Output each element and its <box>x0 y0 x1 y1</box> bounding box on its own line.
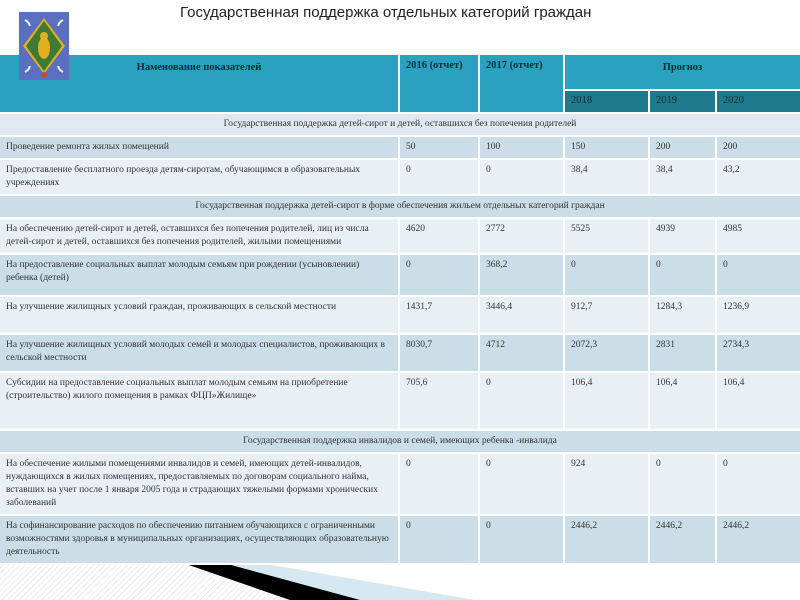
row-name: Проведение ремонта жилых помещений <box>0 137 400 160</box>
value-2018: 38,4 <box>565 160 650 196</box>
header-2019: 2019 <box>650 91 717 114</box>
value-2017: 0 <box>480 454 565 516</box>
section-title: Государственная поддержка детей-сирот в форме обеспечения жильем отдельных категорий граждан <box>0 196 800 219</box>
row-name: На обеспечение жилыми помещениями инвалидов и семей, имеющих детей-инвалидов, нуждающихся в жилых помещениях, предоставляемых по договорам социального найма, вставших на учет после 1 января 2005 года и страдающих тяжелыми формами хронических заболеваний <box>0 454 400 516</box>
section-row <box>0 431 800 454</box>
value-2020: 106,4 <box>717 373 800 431</box>
section-row <box>0 196 800 219</box>
value-2017: 368,2 <box>480 255 565 297</box>
header-2016: 2016 (отчет) <box>400 55 480 114</box>
value-2016: 8030,7 <box>400 335 480 373</box>
value-2019: 0 <box>650 454 717 516</box>
value-2017: 100 <box>480 137 565 160</box>
value-2018: 0 <box>565 255 650 297</box>
value-2017: 0 <box>480 373 565 431</box>
value-2016: 0 <box>400 516 480 565</box>
value-2016: 705,6 <box>400 373 480 431</box>
header-2017: 2017 (отчет) <box>480 55 565 114</box>
row-name: На обеспечению детей-сирот и детей, оставшихся без попечения родителей, лиц из числа детей-сирот и детей, оставшихся без попечения родителей, жилыми помещениями <box>0 219 400 255</box>
row-name: На улучшение жилищных условий молодых семей и молодых специалистов, проживающих в сельской местности <box>0 335 400 373</box>
section-title: Государственная поддержка инвалидов и семей, имеющих ребенка -инвалида <box>0 431 800 454</box>
value-2018: 150 <box>565 137 650 160</box>
table-row <box>0 454 800 516</box>
value-2020: 0 <box>717 454 800 516</box>
value-2016: 50 <box>400 137 480 160</box>
value-2017: 4712 <box>480 335 565 373</box>
row-name: На улучшение жилищных условий граждан, проживающих в сельской местности <box>0 297 400 335</box>
header-2020: 2020 <box>717 91 800 114</box>
value-2016: 0 <box>400 160 480 196</box>
value-2018: 106,4 <box>565 373 650 431</box>
row-name: На предоставление социальных выплат молодым семьям при рождении (усыновлении) ребенка (детей) <box>0 255 400 297</box>
value-2020: 2734,3 <box>717 335 800 373</box>
value-2019: 106,4 <box>650 373 717 431</box>
header-2018: 2018 <box>565 91 650 114</box>
table-row <box>0 373 800 431</box>
value-2017: 2772 <box>480 219 565 255</box>
table-row <box>0 516 800 565</box>
value-2017: 3446,4 <box>480 297 565 335</box>
value-2018: 2072,3 <box>565 335 650 373</box>
section-title: Государственная поддержка детей-сирот и детей, оставшихся без попечения родителей <box>0 114 800 137</box>
value-2020: 2446,2 <box>717 516 800 565</box>
bottom-decoration <box>0 562 800 600</box>
row-name: Предоставление бесплатного проезда детям-сиротам, обучающимся в образовательных учреждениях <box>0 160 400 196</box>
header-indicator-name: Наменование показателей <box>0 55 400 114</box>
value-2016: 1431,7 <box>400 297 480 335</box>
table-row <box>0 219 800 255</box>
section-row <box>0 114 800 137</box>
value-2020: 43,2 <box>717 160 800 196</box>
value-2020: 0 <box>717 255 800 297</box>
value-2019: 2831 <box>650 335 717 373</box>
row-name: Субсидии на предоставление социальных выплат молодым семьям на приобретение (строительство) жилого помещения в рамках ФЦП»Жилище» <box>0 373 400 431</box>
value-2019: 1284,3 <box>650 297 717 335</box>
header-forecast: Прогноз <box>565 55 800 91</box>
value-2018: 924 <box>565 454 650 516</box>
value-2019: 38,4 <box>650 160 717 196</box>
value-2019: 200 <box>650 137 717 160</box>
value-2020: 200 <box>717 137 800 160</box>
value-2020: 1236,9 <box>717 297 800 335</box>
value-2020: 4985 <box>717 219 800 255</box>
value-2016: 4620 <box>400 219 480 255</box>
value-2019: 0 <box>650 255 717 297</box>
coat-of-arms-emblem <box>19 12 69 80</box>
value-2019: 2446,2 <box>650 516 717 565</box>
table-row <box>0 160 800 196</box>
value-2018: 5525 <box>565 219 650 255</box>
value-2019: 4939 <box>650 219 717 255</box>
table-row <box>0 335 800 373</box>
row-name: На софинансирование расходов по обеспечению питанием обучающихся с ограниченными возможностями здоровья в муниципальных организациях, осуществляющих образовательную деятельность <box>0 516 400 565</box>
table-row <box>0 297 800 335</box>
page-title: Государственная поддержка отдельных категорий граждан <box>180 4 592 21</box>
value-2016: 0 <box>400 454 480 516</box>
table-row <box>0 137 800 160</box>
value-2017: 0 <box>480 516 565 565</box>
value-2016: 0 <box>400 255 480 297</box>
data-table <box>0 55 800 565</box>
value-2018: 912,7 <box>565 297 650 335</box>
value-2018: 2446,2 <box>565 516 650 565</box>
value-2017: 0 <box>480 160 565 196</box>
table-row <box>0 255 800 297</box>
